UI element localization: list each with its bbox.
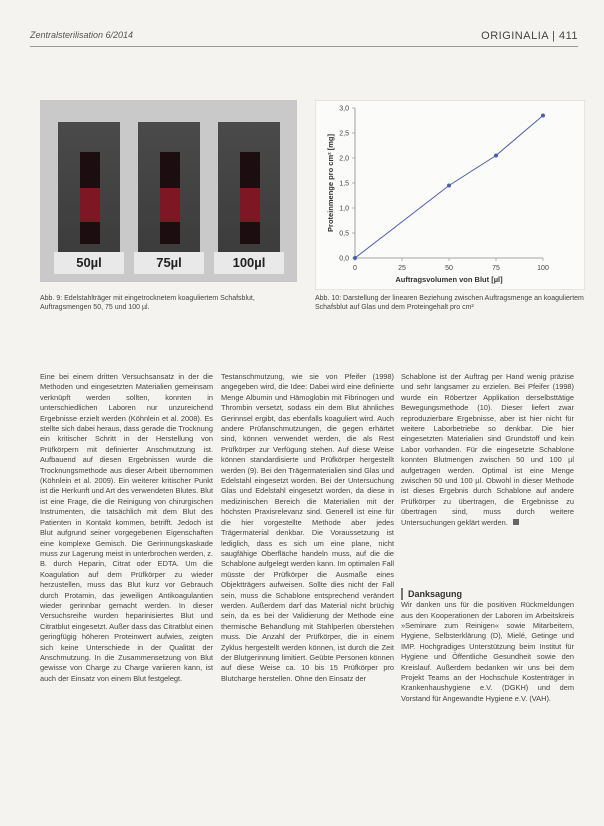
- x-tick-label: 100: [537, 265, 549, 272]
- acknowledgement-text: Wir danken uns für die positiven Rückmeldungen aus den Kooperationen der Laboren im Arbeitskreis »Seminare zum Reinigen« sowie Mitarbeitern, Hygiene, Selbsterklärung (D), Mielé, Getinge und IMP. Hochgradiges Unterstützung beim Institut für Hygiene und Öffentliche Gesundheit sowie den Kreislauf. Außerdem bedanken wir uns bei dem Projekt Teams an der Hochschule Kostenträger in Krankenhaushygiene e.V. (DGKH) und dem Vorstand für Angewandte Hygiene e.V. (VAH).: [401, 600, 574, 703]
- volume-label-50: 50µl: [54, 252, 124, 274]
- x-tick-label: 25: [398, 265, 406, 272]
- blood-stain: [240, 188, 260, 222]
- x-tick-label: 0: [353, 265, 357, 272]
- body-paragraph: Eine bei einem dritten Versuchsansatz in der die Methoden und eingesetzten Materialien gemeinsam verknüpft werden sollten, konnten in unterschiedlichen Laboren nur unzureichend Ergebnisse erzielt werden (Köhnlein et al. 2008). Es stellte sich dabei heraus, dass gerade die Trocknung ein kritischer Schritt in der Herstellung von Prüfkörpern mit definierter Anschmutzung ist. Aufbauend auf diesen Ergebnissen wurde die Trocknungsmethode aus dieser Arbeit übernommen (Köhnlein et al. 2009). Ein weiterer kritischer Punkt ist die Herkunft und Art des verwendeten Blutes. Blut ist eine Frage, die die Reinigung von chirurgischen Instrumenten, die tatsächlich mit dem Blut des Patienten in Kontakt kommen, betrifft. Jedoch ist Blut aufgrund seiner vorgegebenen Eigenschaften eine komplexe Gemisch. Die Gerinnungskaskade muss zur Lagerung meist in unterbrochen werden, z. B. durch Heparin, Citrat oder EDTA. Um die Koagulation auf dem Prüfkörper zu wieder herzustellen, muss das Blut kurz vor Gebrauch durch Protamin, das jeweiligen Antikoagulantien wieder gerinnbar gemacht werden. In dieser Versuchsreihe wurden heparinisiertes Blut und Citratblut eingesetzt. Außer dass das Citratblut einen geringfügig höheren Proteinwert aufwies, zeigten sich keine Unterschiede in der Qualität der Anschmutzung. In die Zusammensetzung von Blut gewisse von Charge zu Charge variieren kann, ist auch der Einsatz von einem Blut festgelegt.: [40, 372, 213, 683]
- chart-frame: [315, 100, 585, 290]
- data-point: [447, 184, 451, 188]
- y-axis-label: Proteinmenge pro cm² [mg]: [326, 134, 335, 232]
- text-column-2: [221, 372, 394, 684]
- figure-9-caption: Abb. 9: Edelstahlträger mit eingetrocknetem koaguliertem Schafsblut, Auftragsmengen 50, 75 und 100 µl.: [40, 295, 255, 311]
- x-tick-label: 75: [492, 265, 500, 272]
- volume-label-100: 100µl: [214, 252, 284, 274]
- figure-10-caption: Abb. 10: Darstellung der linearen Beziehung zwischen Auftragsmenge an koaguliertem Schafsblut auf Glas und dem Proteingehalt pro cm²: [315, 295, 584, 311]
- data-point: [541, 114, 545, 118]
- x-axis-label: Auftragsvolumen von Blut [µl]: [395, 275, 503, 284]
- acknowledgement-heading: Danksagung: [401, 588, 574, 600]
- header-rule: [30, 46, 578, 47]
- y-tick-label: 2,5: [339, 130, 349, 138]
- y-tick-label: 2,0: [339, 155, 349, 163]
- body-paragraph: Testanschmutzung, wie sie von Pfeifer (1998) angegeben wird, die Idee: Dabei wird eine definierte Menge Albumin und Hämoglobin mit Fibrinogen und Thrombin versetzt, sodass ein dem Blut ähnliches Gerinnsel ergibt, das ebenfalls koaguliert wird. Auch andere Prüfanschmutzungen, die gegen erhärtet sind, können verwendet werden, die als Rest Prüfkörper zur Verfügung stehen. Auf diese Weise können standardisierte und Prüfkörper hergestellt werden (9). Bei den Trägermaterialien sind Glas und Edelstahl eingesetzt worden. Bei der Untersuchung Glas und Edelstahl eingesetzt worden, da diese in medizinischen Bereich die Materialien mit der höchsten Praxisrelevanz sind. Generell ist eine für die hier vorgestellte Methode aber jedes Trägermaterial denkbar. Die Voraussetzung ist lediglich, dass es sich um eine plane, nicht saugfähige Oberfläche handeln muss, auf die die Schablone aufgelegt werden kann. Im optimalen Fall müsste der Prüfkörper die Ausmaße eines Objektträgers aufweisen. Sollte dies nicht der Fall sein, muss die Schablone entsprechend verändert werden. Außerdem darf das Material nicht brüchig sein, da es bei der Validierung der Methode eine thermische Behandlung mit Stahlperlen überstehen muss. Die Anzahl der Prüfkörper, die in einem Zyklus hergestellt werden können, ist durch die Zeit der Blutgerinnung limitiert. Geübte Personen können auf diese Weise ca. 10 bis 15 Prüfkörper pro Blutcharge herstellen. Ohne den Einsatz der: [221, 372, 394, 683]
- end-mark-icon: [513, 519, 519, 525]
- section-page-number: ORIGINALIA | 411: [481, 30, 578, 42]
- data-point: [494, 154, 498, 158]
- y-tick-label: 1,0: [339, 205, 349, 213]
- figure-10-chart: [315, 100, 585, 290]
- figure-9-photo: [40, 100, 297, 282]
- y-tick-label: 1,5: [339, 180, 349, 188]
- page-header: [30, 30, 578, 44]
- body-text: Schablone ist der Auftrag per Hand wenig präzise und sehr langsamer zu erzielen. Bei Pfeifer (1998) wurde ein Röbertzer Applikation derselbsttätige Bewegungsmethode (10). Dieser liefert zwar reproduzierbare Ergebnisse, aber ist hier nicht für weitere Laborbetriebe so denkbar. Die hier eingesetzten Materialien sind Grundstoff und kein Labor vorhanden. Für die eingesetzte Schablone konnten Blutmengen zwischen 50 und 100 µl aufgetragen werden. Optimal ist eine Menge zwischen 50 und 100 µl. Obwohl in dieser Methode ist dieses Ergebnis durch Schablone auf andere Prüfkörper zu übertragen, die Ergebnisse zu übertragen sind, muss durch weitere Untersuchungen geklärt werden.: [401, 372, 574, 527]
- blood-stain: [160, 188, 180, 222]
- carrier-50: [54, 122, 124, 272]
- volume-label-75: 75µl: [134, 252, 204, 274]
- x-tick-label: 50: [445, 265, 453, 272]
- text-column-1: [40, 372, 213, 684]
- y-tick-label: 0,5: [339, 230, 349, 238]
- text-column-3: [401, 372, 574, 704]
- body-paragraph: [401, 372, 574, 528]
- data-point: [353, 256, 357, 260]
- journal-name: Zentralsterilisation 6/2014: [30, 30, 134, 40]
- blood-stain: [80, 188, 100, 222]
- carrier-100: [214, 122, 284, 272]
- y-tick-label: 0,0: [339, 255, 349, 263]
- carrier-75: [134, 122, 204, 272]
- y-tick-label: 3,0: [339, 105, 349, 113]
